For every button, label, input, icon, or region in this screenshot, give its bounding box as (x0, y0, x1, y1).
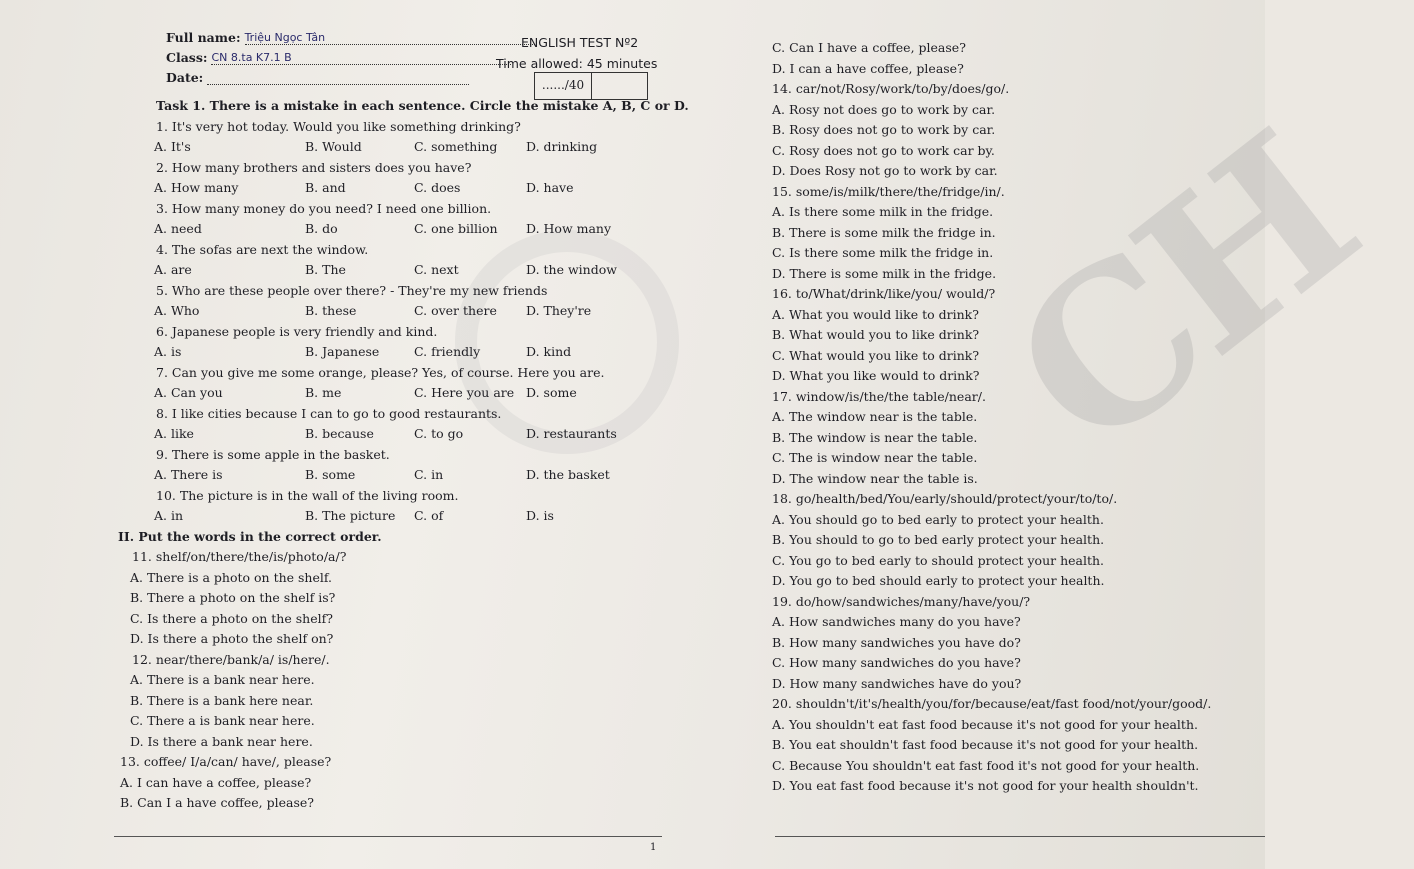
task1-options (118, 383, 678, 404)
task1-option[interactable]: A. in (154, 508, 184, 523)
time-allowed: Time allowed: 45 minutes (496, 56, 658, 71)
order-option[interactable]: A. There is a bank near here. (130, 672, 315, 687)
task1-option[interactable]: A. is (154, 344, 182, 359)
task1-option[interactable]: D. some (526, 385, 577, 400)
order-option[interactable]: A. You should go to bed early to protect your health. (772, 511, 1104, 527)
order-option[interactable]: B. How many sandwiches you have do? (772, 634, 1021, 650)
class-row (166, 50, 511, 65)
task1-option[interactable]: D. drinking (526, 139, 598, 154)
task1-question: 2. How many brothers and sisters does you have? (156, 159, 472, 175)
order-option[interactable]: A. Is there some milk in the fridge. (772, 204, 994, 219)
class-value: CN 8.ta K7.1 B (211, 51, 511, 65)
order-option[interactable]: D. The window near the table is. (772, 470, 978, 486)
order-option[interactable]: D. How many sandwiches have do you? (772, 675, 1022, 691)
order-option[interactable]: B. The window is near the table. (772, 429, 978, 445)
task1-option[interactable]: A. need (154, 221, 202, 236)
order-question: 12. near/there/bank/a/ is/here/. (132, 651, 330, 667)
order-option[interactable]: C. How many sandwiches do you have? (772, 655, 1021, 670)
task1-title: Task 1. There is a mistake in each sentence. Circle the mistake A, B, C or D. (156, 98, 689, 113)
task1-question: 4. The sofas are next the window. (156, 241, 369, 257)
order-option[interactable]: B. There is a bank here near. (130, 692, 314, 708)
task1-options (118, 137, 678, 158)
task1-option[interactable]: D. is (526, 508, 554, 523)
q13-option-c: C. Can I have a coffee, please? (772, 40, 966, 55)
page-number: 1 (650, 842, 657, 853)
task1-option[interactable]: B. because (305, 426, 374, 441)
task1-options (118, 424, 678, 445)
order-question: 15. some/is/milk/there/the/fridge/in/. (772, 183, 1005, 199)
task1-options (118, 506, 678, 527)
order-option[interactable]: B. There a photo on the shelf is? (130, 590, 336, 605)
task1-option[interactable]: C. friendly (414, 344, 481, 359)
order-question: 13. coffee/ I/a/can/ have/, please? (120, 754, 332, 769)
task1-options (118, 465, 678, 486)
order-question: 19. do/how/sandwiches/many/have/you/? (772, 593, 1031, 609)
fullname-label: Full name: (166, 30, 241, 45)
fullname-value: Triệu Ngọc Tân (245, 31, 537, 45)
order-option[interactable]: C. You go to bed early to should protect your health. (772, 552, 1105, 568)
order-option[interactable]: A. You shouldn't eat fast food because it's not good for your health. (772, 716, 1198, 732)
task1-option[interactable]: A. It's (154, 139, 191, 154)
task1-options (118, 301, 678, 322)
order-option[interactable]: A. The window near is the table. (772, 409, 978, 424)
order-question: 18. go/health/bed/You/early/should/protect/your/to/to/. (772, 491, 1118, 506)
order-option[interactable]: B. What would you to like drink? (772, 327, 980, 342)
order-option[interactable]: D. Does Rosy not go to work by car. (772, 163, 998, 178)
order-option[interactable]: A. How sandwiches many do you have? (772, 614, 1021, 629)
task1-option[interactable]: A. like (154, 426, 194, 441)
order-option[interactable]: D. What you like would to drink? (772, 368, 980, 383)
task1-list (118, 117, 678, 527)
task1-option[interactable]: C. does (414, 180, 461, 195)
order-option[interactable]: B. Rosy does not go to work by car. (772, 122, 996, 137)
order-option[interactable]: B. You eat shouldn't fast food because it's not good for your health. (772, 737, 1199, 752)
order-option[interactable]: C. Is there a photo on the shelf? (130, 610, 333, 626)
task1-question: 6. Japanese people is very friendly and kind. (156, 323, 438, 339)
order-option[interactable]: C. There a is bank near here. (130, 713, 315, 728)
order-option[interactable]: D. You eat fast food because it's not good for your health shouldn't. (772, 778, 1199, 793)
date-label: Date: (166, 70, 204, 85)
left-order-list (118, 547, 678, 814)
order-option[interactable]: D. You go to bed should early to protect your health. (772, 573, 1105, 588)
task1-option[interactable]: C. in (414, 467, 444, 482)
task1-option[interactable]: C. over there (414, 303, 497, 318)
order-question: 17. window/is/the/the table/near/. (772, 388, 986, 404)
test-title: ENGLISH TEST Nº2 (521, 35, 639, 50)
task1-question: 5. Who are these people over there? - They're my new friends (156, 282, 548, 298)
task1-option[interactable]: C. Here you are (414, 385, 515, 400)
date-value-line (207, 71, 469, 85)
task1-option[interactable]: A. Can you (154, 385, 223, 400)
task1-option[interactable]: B. The picture (305, 508, 396, 523)
task1-option[interactable]: B. The (305, 262, 346, 277)
q13-option-d: D. I can a have coffee, please? (772, 60, 964, 76)
footer-rule-left (114, 836, 662, 837)
order-option[interactable]: C. The is window near the table. (772, 450, 978, 465)
task1-option[interactable]: D. How many (526, 221, 612, 236)
task1-question: 10. The picture is in the wall of the living room. (156, 487, 459, 503)
fullname-row (166, 30, 537, 45)
task1-option[interactable]: C. of (414, 508, 444, 523)
task1-option[interactable]: A. There is (154, 467, 223, 482)
task1-option[interactable]: B. these (305, 303, 357, 318)
task1-option[interactable]: D. the window (526, 262, 617, 277)
task1-question: 1. It's very hot today. Would you like something drinking? (156, 118, 521, 134)
right-column (772, 38, 1252, 797)
task1-question: 3. How many money do you need? I need one billion. (156, 200, 492, 216)
left-column (118, 96, 689, 814)
task1-option[interactable]: C. one billion (414, 221, 498, 236)
task1-option[interactable]: D. the basket (526, 467, 610, 482)
task1-question: 8. I like cities because I can to go to good restaurants. (156, 405, 502, 421)
task1-option[interactable]: C. next (414, 262, 459, 277)
right-order-list (772, 79, 1252, 797)
task1-question: 9. There is some apple in the basket. (156, 446, 390, 462)
score-text: ....../40 (535, 73, 592, 99)
task1-option[interactable]: B. Would (305, 139, 362, 154)
order-option[interactable]: C. What would you like to drink? (772, 347, 980, 363)
footer-rule-right (775, 836, 1265, 837)
task1-option[interactable]: B. some (305, 467, 356, 482)
task1-option[interactable]: D. They're (526, 303, 592, 318)
order-option[interactable]: A. I can have a coffee, please? (120, 774, 312, 790)
order-option[interactable]: D. There is some milk in the fridge. (772, 265, 997, 281)
order-question: 16. to/What/drink/like/you/ would/? (772, 286, 996, 301)
task1-option[interactable]: D. have (526, 180, 574, 195)
task1-option[interactable]: B. do (305, 221, 338, 236)
task1-option[interactable]: A. Who (154, 303, 200, 318)
class-label: Class: (166, 50, 208, 65)
task1-option[interactable]: B. me (305, 385, 342, 400)
task1-options (118, 178, 678, 199)
order-option[interactable]: C. Rosy does not go to work car by. (772, 142, 995, 158)
task1-options (118, 260, 678, 281)
task1-option[interactable]: B. and (305, 180, 346, 195)
task1-option[interactable]: A. How many (154, 180, 239, 195)
task1-option[interactable]: C. to go (414, 426, 464, 441)
order-option[interactable]: C. Because You shouldn't eat fast food it's not good for your health. (772, 757, 1200, 773)
task1-option[interactable]: C. something (414, 139, 498, 154)
date-row (166, 70, 469, 85)
order-option[interactable]: A. What you would like to drink? (772, 306, 979, 322)
order-option[interactable]: A. There is a photo on the shelf. (130, 569, 333, 585)
order-question: 14. car/not/Rosy/work/to/by/does/go/. (772, 81, 1010, 96)
task1-question: 7. Can you give me some orange, please? Yes, of course. Here you are. (156, 364, 605, 380)
task1-options (118, 342, 678, 363)
order-question: 11. shelf/on/there/the/is/photo/a/? (132, 549, 347, 564)
task2-title: II. Put the words in the correct order. (118, 528, 382, 544)
order-option[interactable]: D. Is there a photo the shelf on? (130, 631, 334, 646)
task1-options (118, 219, 678, 240)
task1-option[interactable]: B. Japanese (305, 344, 380, 359)
task1-option[interactable]: A. are (154, 262, 192, 277)
order-option[interactable]: B. Can I a have coffee, please? (120, 795, 314, 810)
order-option[interactable]: A. Rosy not does go to work by car. (772, 101, 996, 117)
order-option[interactable]: C. Is there some milk the fridge in. (772, 245, 994, 260)
task1-option[interactable]: D. kind (526, 344, 572, 359)
order-option[interactable]: B. There is some milk the fridge in. (772, 224, 996, 240)
order-question: 20. shouldn't/it's/health/you/for/because/eat/fast food/not/your/good/. (772, 696, 1212, 711)
order-option[interactable]: B. You should to go to bed early protect your health. (772, 532, 1105, 547)
order-option[interactable]: D. Is there a bank near here. (130, 733, 313, 749)
task1-option[interactable]: D. restaurants (526, 426, 617, 441)
